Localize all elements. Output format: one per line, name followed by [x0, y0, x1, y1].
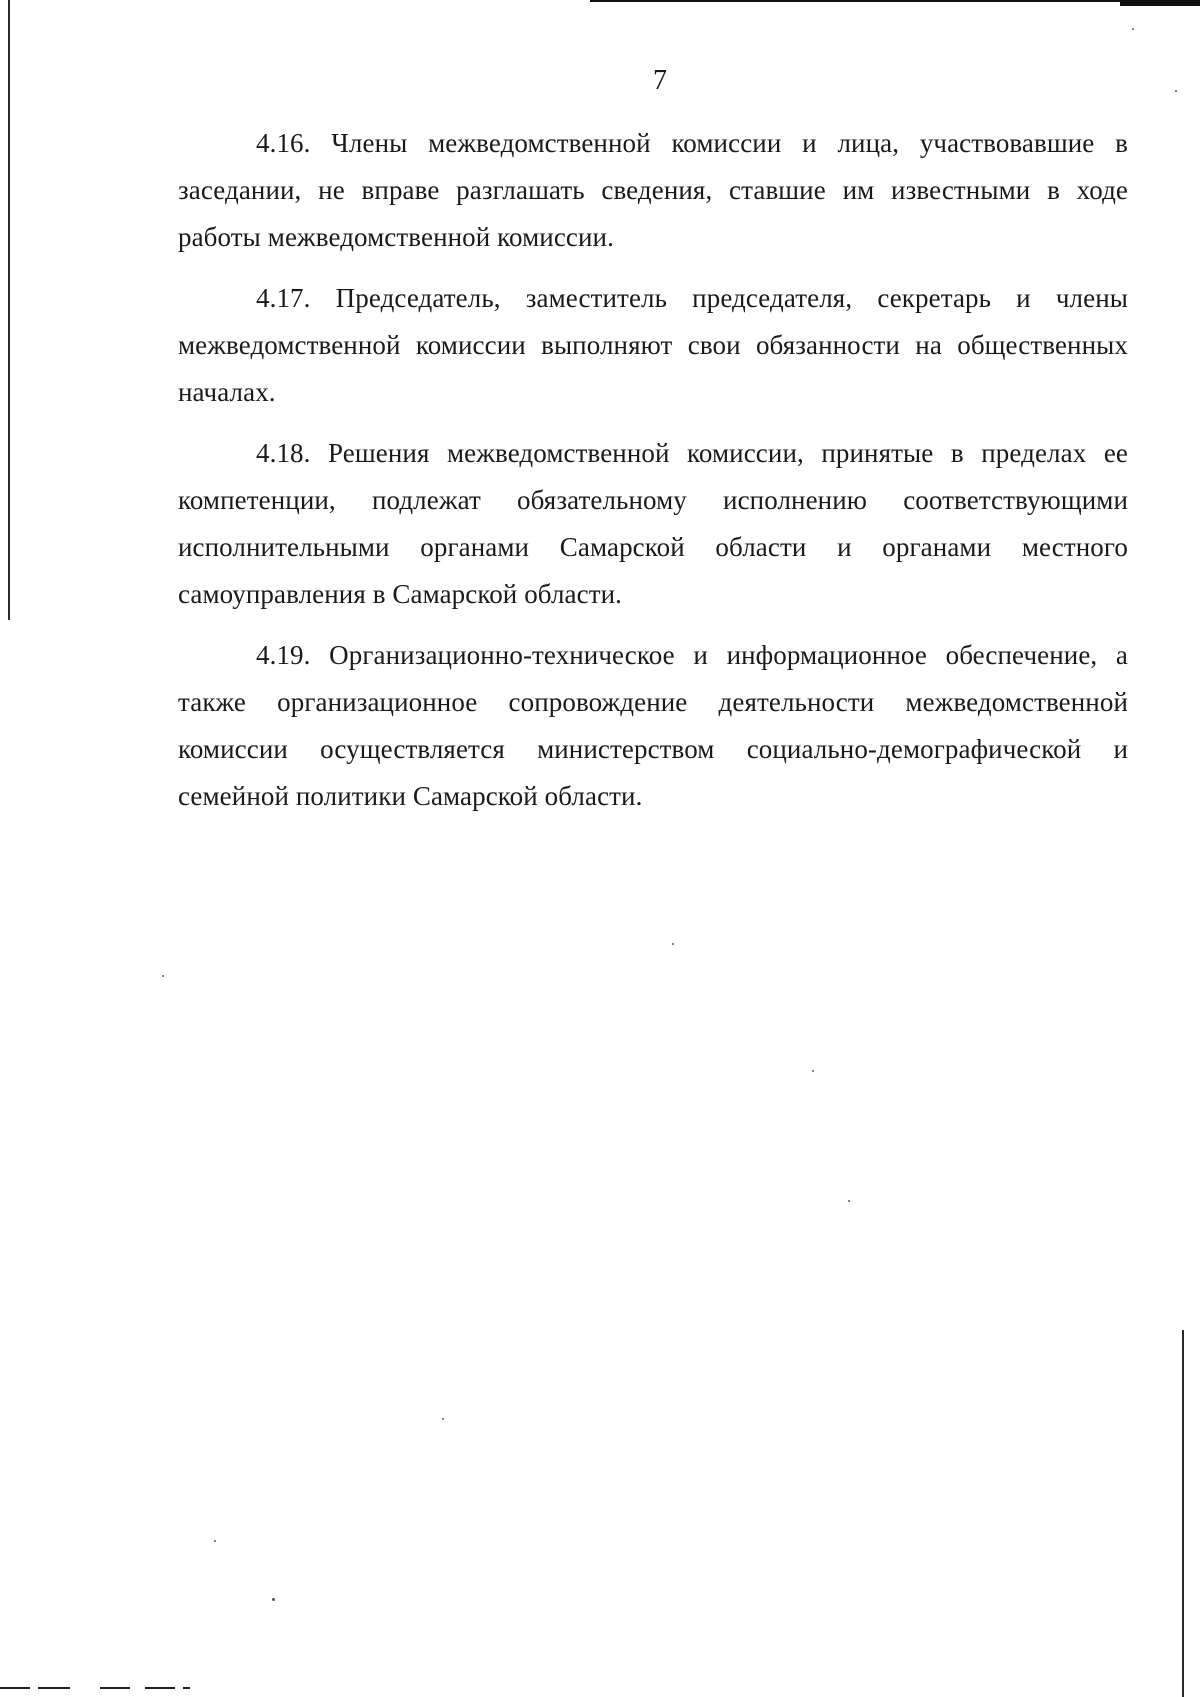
paragraph-4-18: 4.18. Решения межведомственной комиссии, принятые в пределах ее компетенции, подлежат обязательному исполнению соответствующими исполнительными органами Самарской области и органами местного самоуправления в Самарской области. [178, 438, 1128, 609]
page-number: 7 [653, 65, 667, 96]
paragraph-4-17: 4.17. Председатель, заместитель председателя, секретарь и члены межведомственной комиссии выполняют свои обязанности на общественных началах. [178, 283, 1128, 407]
document-body [178, 120, 1128, 834]
scan-speck [214, 1540, 216, 1542]
scan-speck [442, 1418, 444, 1420]
scan-speck [848, 1200, 850, 1202]
scan-edge-right [1182, 1330, 1184, 1697]
scan-edge-top [590, 0, 1200, 5]
scan-speck [162, 975, 164, 977]
scan-speck [1132, 28, 1134, 30]
paragraph-4-16: 4.16. Члены межведомственной комиссии и лица, участвовавшие в заседании, не вправе разглашать сведения, ставшие им известными в ходе работы межведомственной комиссии. [178, 128, 1128, 252]
scan-speck [812, 1070, 814, 1072]
scan-speck [672, 943, 674, 945]
scan-edge-bottom [0, 1687, 190, 1689]
paragraph-4-19: 4.19. Организационно-техническое и информационное обеспечение, а также организационное сопровождение деятельности межведомственной комиссии осуществляется министерством социально-демографической и семейной политики Самарской области. [178, 640, 1128, 811]
scan-speck [272, 1598, 275, 1601]
